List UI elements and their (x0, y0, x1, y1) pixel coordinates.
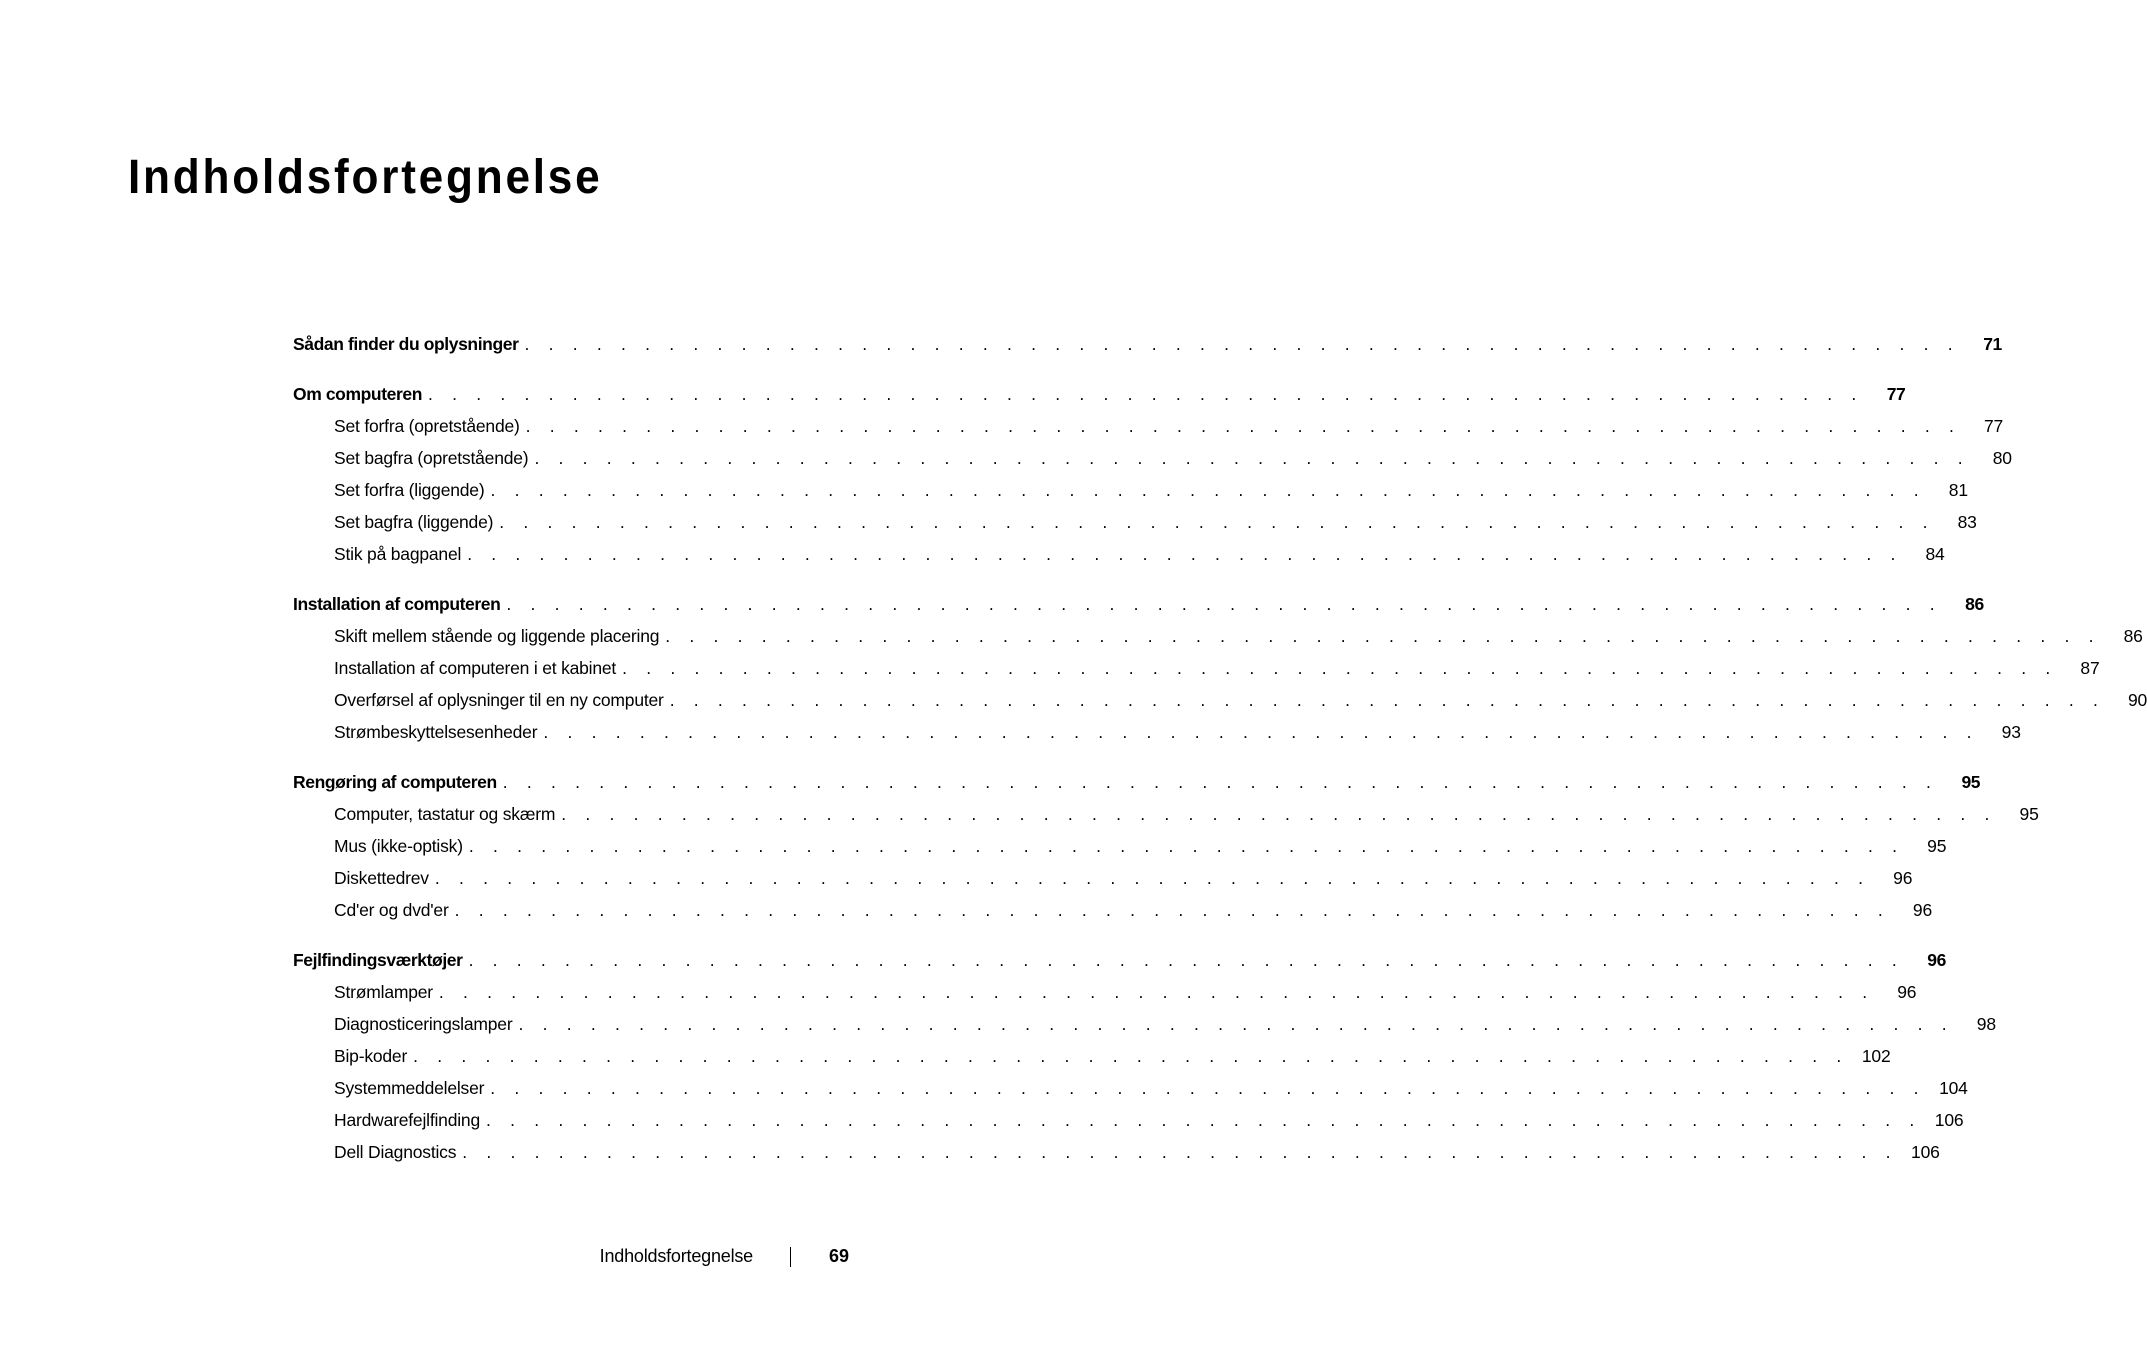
toc-subsection-entry-title: Installation af computeren i et kabinet (334, 652, 622, 684)
dot-leader: . . . . . . . . . . . . . . . . . . . . . . . . . . . . . . . . . . . . . . . . . . . . . . . . . . . . . . . . . . . . (490, 1078, 1926, 1098)
dot-leader: . . . . . . . . . . . . . . . . . . . . . . . . . . . . . . . . . . . . . . . . . . . . . . . . . . . . . . . . . . . . (454, 900, 1890, 920)
toc-subsection-entry-title: Cd'er og dvd'er (334, 894, 455, 926)
dot-leader: . . . . . . . . . . . . . . . . . . . . . . . . . . . . . . . . . . . . . . . . . . . . . . . . . . . . . . . . . . . . (468, 836, 1905, 856)
toc-section (293, 378, 2012, 570)
toc-subsection-entry-page-number: 104 (1939, 1078, 1968, 1098)
toc-subsection-entry[interactable] (293, 830, 1947, 862)
toc-subsection-entry-title: Diagnosticeringslamper (334, 1008, 518, 1040)
toc-subsection-entry[interactable] (293, 506, 1977, 538)
toc-subsection-entry-page-number: 106 (1934, 1110, 1964, 1130)
toc-subsection-entry[interactable] (293, 1104, 1964, 1136)
dot-leader: . . . . . . . . . . . . . . . . . . . . . . . . . . . . . . . . . . . . . . . . . . . . . . . . . . . . . . . . . . . . (413, 1046, 1849, 1066)
toc-subsection-entry[interactable] (293, 798, 2039, 830)
toc-subsection-entry-title: Set bagfra (liggende) (334, 506, 499, 538)
toc-subsection-entry[interactable] (293, 1072, 1968, 1104)
toc-subsection-entry-page-number: 83 (1957, 512, 1977, 532)
toc-subsection-entry-page-number: 96 (1912, 900, 1932, 920)
toc-subsection-entry-title: Set forfra (liggende) (334, 474, 490, 506)
toc-chapter-entry-title: Om computeren (293, 378, 428, 410)
toc-subsection-entry-title: Computer, tastatur og skærm (334, 798, 561, 830)
toc-subsection-entry-page-number: 102 (1861, 1046, 1891, 1066)
toc-subsection-entry-page-number: 95 (2019, 804, 2039, 824)
toc-subsection-entry-title: Hardwarefejlfinding (334, 1104, 486, 1136)
dot-leader: . . . . . . . . . . . . . . . . . . . . . . . . . . . . . . . . . . . . . . . . . . . . . . . . . . . . . . . . . . . . (518, 1014, 1954, 1034)
dot-leader: . . . . . . . . . . . . . . . . . . . . . . . . . . . . . . . . . . . . . . . . . . . . . . . . . . . . . . . . . . . . (499, 512, 1935, 532)
dot-leader: . . . . . . . . . . . . . . . . . . . . . . . . . . . . . . . . . . . . . . . . . . . . . . . . . . . . . . . . . . . . (467, 544, 1903, 564)
toc-subsection-entry-page-number: 81 (1948, 480, 1968, 500)
toc-subsection-entry[interactable] (293, 442, 2012, 474)
toc-subsection-entry[interactable] (293, 684, 2147, 716)
dot-leader: . . . . . . . . . . . . . . . . . . . . . . . . . . . . . . . . . . . . . . . . . . . . . . . . . . . . . . . . . . . . (486, 1110, 1922, 1130)
dot-leader: . . . . . . . . . . . . . . . . . . . . . . . . . . . . . . . . . . . . . . . . . . . . . . . . . . . . . . . . . . . . (665, 626, 2101, 646)
dot-leader: . . . . . . . . . . . . . . . . . . . . . . . . . . . . . . . . . . . . . . . . . . . . . . . . . . . . . . . . . . . . (543, 722, 1979, 742)
toc-subsection-entry-title: Set bagfra (opretstående) (334, 442, 534, 474)
toc-subsection-entry[interactable] (293, 410, 2004, 442)
dot-leader: . . . . . . . . . . . . . . . . . . . . . . . . . . . . . . . . . . . . . . . . . . . . . . . . . . . . . . . . . . . . (462, 1142, 1898, 1162)
toc-subsection-entry-title: Strømbeskyttelsesenheder (334, 716, 543, 748)
table-of-contents (293, 328, 2147, 1186)
toc-chapter-entry[interactable] (293, 944, 1946, 976)
dot-leader: . . . . . . . . . . . . . . . . . . . . . . . . . . . . . . . . . . . . . . . . . . . . . . . . . . . . . . . . . . . . (428, 384, 1864, 404)
toc-subsection-entry-title: Set forfra (opretstående) (334, 410, 526, 442)
dot-leader: . . . . . . . . . . . . . . . . . . . . . . . . . . . . . . . . . . . . . . . . . . . . . . . . . . . . . . . . . . . . (502, 772, 1939, 792)
toc-chapter-entry-page-number: 96 (1927, 950, 1946, 970)
page-title: Indholdsfortegnelse (128, 151, 603, 204)
toc-subsection-entry-page-number: 98 (1976, 1014, 1996, 1034)
dot-leader: . . . . . . . . . . . . . . . . . . . . . . . . . . . . . . . . . . . . . . . . . . . . . . . . . . . . . . . . . . . . (490, 480, 1926, 500)
toc-subsection-entry[interactable] (293, 894, 1932, 926)
toc-chapter-entry[interactable] (293, 588, 1984, 620)
toc-subsection-entry-title: Bip-koder (334, 1040, 413, 1072)
toc-subsection-entry-page-number: 95 (1927, 836, 1947, 856)
toc-subsection-entry-title: Dell Diagnostics (334, 1136, 462, 1168)
footer-label: Indholdsfortegnelse (599, 1246, 753, 1266)
toc-chapter-entry-title: Rengøring af computeren (293, 766, 503, 798)
toc-subsection-entry[interactable] (293, 976, 1917, 1008)
toc-chapter-entry[interactable] (293, 378, 1906, 410)
toc-subsection-entry[interactable] (293, 862, 1913, 894)
toc-subsection-entry-title: Stik på bagpanel (334, 538, 467, 570)
toc-subsection-entry-page-number: 106 (1911, 1142, 1940, 1162)
toc-section (293, 588, 2147, 748)
toc-subsection-entry-page-number: 86 (2123, 626, 2143, 646)
toc-subsection-entry[interactable] (293, 474, 1968, 506)
toc-subsection-entry[interactable] (293, 1008, 1996, 1040)
toc-chapter-entry-page-number: 77 (1886, 384, 1906, 404)
toc-subsection-entry-page-number: 80 (1992, 448, 2012, 468)
dot-leader: . . . . . . . . . . . . . . . . . . . . . . . . . . . . . . . . . . . . . . . . . . . . . . . . . . . . . . . . . . . . (434, 868, 1871, 888)
toc-chapter-entry-title: Installation af computeren (293, 588, 506, 620)
dot-leader: . . . . . . . . . . . . . . . . . . . . . . . . . . . . . . . . . . . . . . . . . . . . . . . . . . . . . . . . . . . . (525, 416, 1962, 436)
toc-subsection-entry[interactable] (293, 652, 2100, 684)
toc-subsection-entry-title: Diskettedrev (334, 862, 435, 894)
dot-leader: . . . . . . . . . . . . . . . . . . . . . . . . . . . . . . . . . . . . . . . . . . . . . . . . . . . . . . . . . . . . (669, 690, 2106, 710)
toc-chapter-entry-title: Sådan finder du oplysninger (293, 328, 524, 360)
dot-leader: . . . . . . . . . . . . . . . . . . . . . . . . . . . . . . . . . . . . . . . . . . . . . . . . . . . . . . . . . . . . (506, 594, 1942, 614)
toc-subsection-entry-title: Systemmeddelelser (334, 1072, 490, 1104)
dot-leader: . . . . . . . . . . . . . . . . . . . . . . . . . . . . . . . . . . . . . . . . . . . . . . . . . . . . . . . . . . . . (534, 448, 1970, 468)
toc-chapter-entry-page-number: 86 (1965, 594, 1984, 614)
toc-subsection-entry-title: Strømlamper (334, 976, 439, 1008)
toc-subsection-entry-title: Overførsel af oplysninger til en ny computer (334, 684, 670, 716)
toc-section (293, 766, 2039, 926)
toc-chapter-entry-page-number: 71 (1983, 334, 2002, 354)
dot-leader: . . . . . . . . . . . . . . . . . . . . . . . . . . . . . . . . . . . . . . . . . . . . . . . . . . . . . . . . . . . . (468, 950, 1904, 970)
toc-subsection-entry-title: Mus (ikke-optisk) (334, 830, 469, 862)
page-footer (0, 1240, 954, 1272)
toc-subsection-entry-page-number: 96 (1893, 868, 1913, 888)
dot-leader: . . . . . . . . . . . . . . . . . . . . . . . . . . . . . . . . . . . . . . . . . . . . . . . . . . . . . . . . . . . . (438, 982, 1875, 1002)
dot-leader: . . . . . . . . . . . . . . . . . . . . . . . . . . . . . . . . . . . . . . . . . . . . . . . . . . . . . . . . . . . . (561, 804, 1997, 824)
toc-subsection-entry-page-number: 93 (2001, 722, 2021, 742)
toc-section (293, 328, 2002, 360)
dot-leader: . . . . . . . . . . . . . . . . . . . . . . . . . . . . . . . . . . . . . . . . . . . . . . . . . . . . . . . . . . . . (524, 334, 1960, 354)
toc-subsection-entry[interactable] (293, 1040, 1891, 1072)
toc-subsection-entry-page-number: 77 (1983, 416, 2004, 436)
footer-divider (790, 1247, 791, 1267)
toc-subsection-entry-page-number: 96 (1897, 982, 1917, 1002)
toc-subsection-entry-page-number: 87 (2080, 658, 2100, 678)
toc-chapter-entry-page-number: 95 (1961, 772, 1981, 792)
toc-subsection-entry[interactable] (293, 620, 2143, 652)
toc-chapter-entry[interactable] (293, 328, 2002, 360)
toc-chapter-entry-title: Fejlfindingsværktøjer (293, 944, 469, 976)
toc-chapter-entry[interactable] (293, 766, 1981, 798)
toc-subsection-entry-page-number: 84 (1925, 544, 1945, 564)
toc-subsection-entry[interactable] (293, 716, 2021, 748)
dot-leader: . . . . . . . . . . . . . . . . . . . . . . . . . . . . . . . . . . . . . . . . . . . . . . . . . . . . . . . . . . . . (622, 658, 2058, 678)
toc-subsection-entry[interactable] (293, 1136, 1940, 1168)
toc-subsection-entry-page-number: 90 (2128, 690, 2147, 710)
toc-subsection-entry[interactable] (293, 538, 1945, 570)
toc-section (293, 944, 1996, 1168)
footer-page-number: 69 (829, 1246, 850, 1266)
toc-subsection-entry-title: Skift mellem stående og liggende placering (334, 620, 665, 652)
